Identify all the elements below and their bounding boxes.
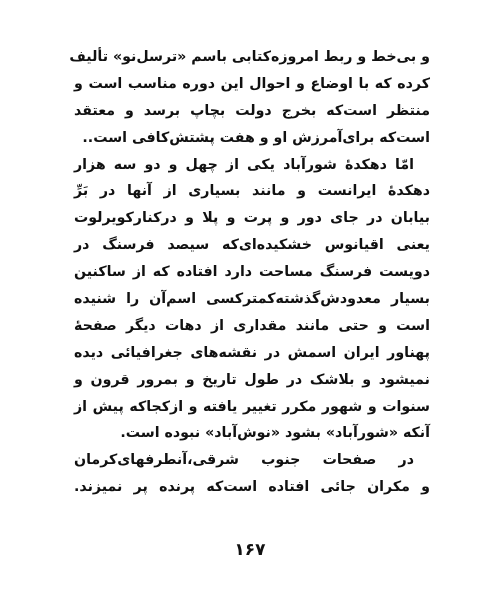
text-line: در صفحات جنوب شرقی،آنطرفهای‌کرمان <box>74 452 414 469</box>
text-line: بسیار معدودش‌گذشته‌کمترکسی اسم‌آن را شنیده <box>74 291 430 308</box>
text-line: پهناور ایران اسمش در نقشه‌های جغرافیائی دیده <box>74 344 430 361</box>
text-line: و مکران جائی افتاده است‌که پرنده پر نمیزند. <box>74 479 430 496</box>
text-line: نمیشود و بلاشک در طول تاریخ و بمرور قرون و <box>74 371 430 388</box>
text-line: منتظر است‌که بخرج دولت بچاپ برسد و معتقد <box>74 102 430 119</box>
body-text <box>69 44 430 501</box>
text-line: امّا دهکدهٔ شورآباد یکی از چهل و دو سه هزار <box>74 156 414 173</box>
text-line: و بی‌خط و ربط امروزه‌کتابی باسم «ترسل‌نو» تألیف <box>69 49 430 65</box>
text-line: دهکدهٔ ایرانست و مانند بسیاری از آنها در بَرِّ <box>74 183 430 200</box>
text-line: است‌که برای‌آمرزش او و هفت پشتش‌کافی است.. <box>82 129 430 146</box>
text-line: آنکه «شورآباد» بشود «نوش‌آباد» نبوده است. <box>120 425 430 442</box>
text-line: بیابان در جای دور و پرت و پلا و درکنارکویرلوت <box>74 210 430 227</box>
page-number: ۱۶۷ <box>234 540 266 560</box>
text-line: کرده که با اوضاع و احوال این دوره مناسب است و <box>74 75 430 92</box>
text-line: یعنی اقیانوس خشکیده‌ای‌که سیصد فرسنگ در <box>74 237 430 254</box>
text-line: دویست فرسنگ مساحت دارد افتاده که از ساکنین <box>74 264 430 281</box>
text-line: سنوات و شهور مکرر تغییر یافته و ازکجاکه پیش از <box>74 398 430 415</box>
text-line: است و حتی مانند مقداری از دهات دیگر صفحهٔ <box>74 317 430 334</box>
